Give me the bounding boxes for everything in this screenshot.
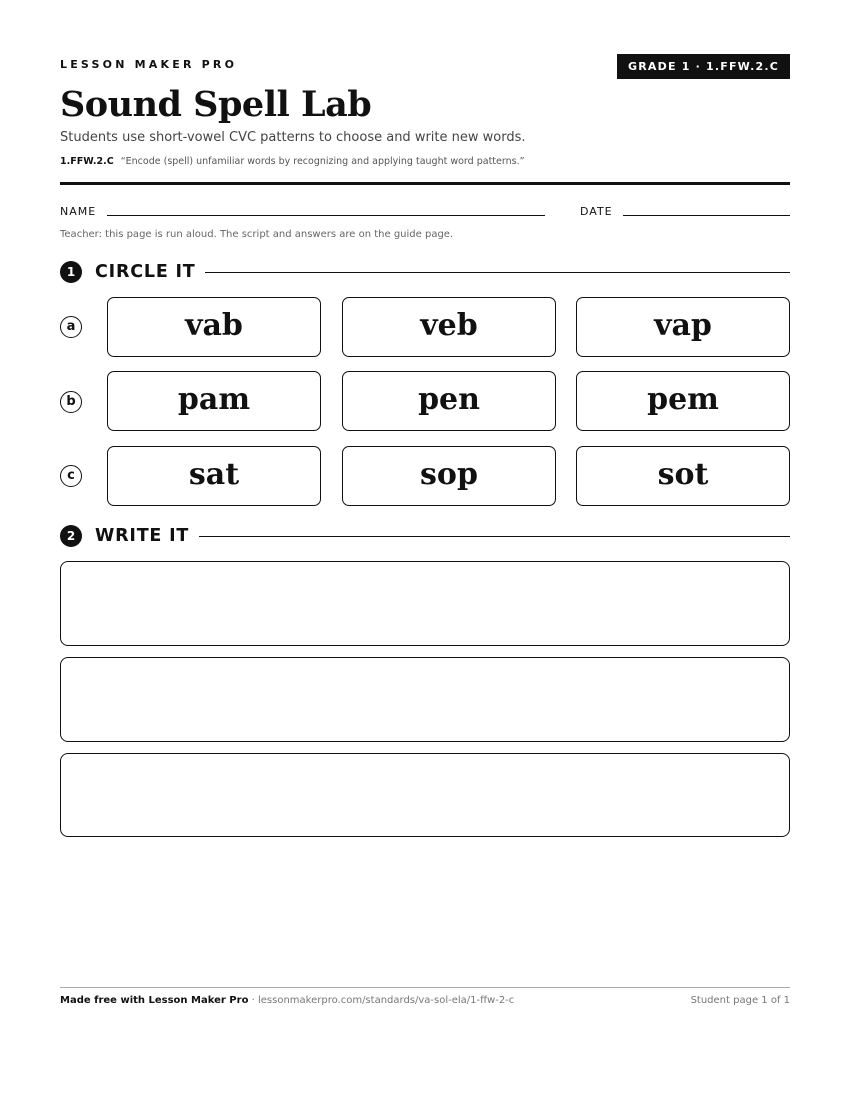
- date-label: DATE: [580, 205, 613, 218]
- standard-code: 1.FFW.2.C: [60, 156, 114, 167]
- teacher-note: Teacher: this page is run aloud. The script and answers are on the guide page.: [60, 229, 454, 240]
- footer-credit: [60, 995, 514, 1006]
- word-choice[interactable]: sot: [576, 446, 790, 506]
- brand-name: LESSON MAKER PRO: [60, 58, 238, 71]
- section-title: WRITE IT: [95, 526, 190, 546]
- row-letter-b: b: [60, 391, 82, 413]
- footer-page-number: Student page 1 of 1: [690, 995, 790, 1006]
- name-field[interactable]: [107, 215, 545, 216]
- section-rule: [205, 272, 790, 273]
- write-box[interactable]: [60, 657, 790, 742]
- word-choice[interactable]: pen: [342, 371, 556, 431]
- write-box[interactable]: [60, 561, 790, 646]
- section-circle-it-heading: [60, 260, 790, 284]
- row-letter-c: c: [60, 465, 82, 487]
- page-title: Sound Spell Lab: [60, 84, 372, 125]
- standard-line: [60, 156, 525, 167]
- page-subtitle: Students use short-vowel CVC patterns to choose and write new words.: [60, 130, 526, 145]
- word-choice[interactable]: sop: [342, 446, 556, 506]
- footer-url[interactable]: · lessonmakerpro.com/standards/va-sol-ela/1-ffw-2-c: [248, 995, 515, 1006]
- header-divider: [60, 182, 790, 185]
- name-label: NAME: [60, 205, 97, 218]
- word-choice[interactable]: pam: [107, 371, 321, 431]
- row-letter-a: a: [60, 316, 82, 338]
- word-choice[interactable]: vab: [107, 297, 321, 357]
- footer-divider: [60, 987, 790, 988]
- section-write-it-heading: [60, 524, 790, 548]
- section-number: 1: [60, 261, 82, 283]
- worksheet-page: [60, 0, 790, 1100]
- word-choice[interactable]: vap: [576, 297, 790, 357]
- section-title: CIRCLE IT: [95, 262, 196, 282]
- section-rule: [199, 536, 790, 537]
- date-field[interactable]: [623, 215, 790, 216]
- word-choice[interactable]: veb: [342, 297, 556, 357]
- footer-made-with: Made free with Lesson Maker Pro: [60, 995, 249, 1006]
- write-box[interactable]: [60, 753, 790, 837]
- word-choice[interactable]: sat: [107, 446, 321, 506]
- word-choice[interactable]: pem: [576, 371, 790, 431]
- section-number: 2: [60, 525, 82, 547]
- standard-text: “Encode (spell) unfamiliar words by recognizing and applying taught word patterns.”: [120, 156, 525, 167]
- grade-badge: GRADE 1 · 1.FFW.2.C: [617, 54, 790, 79]
